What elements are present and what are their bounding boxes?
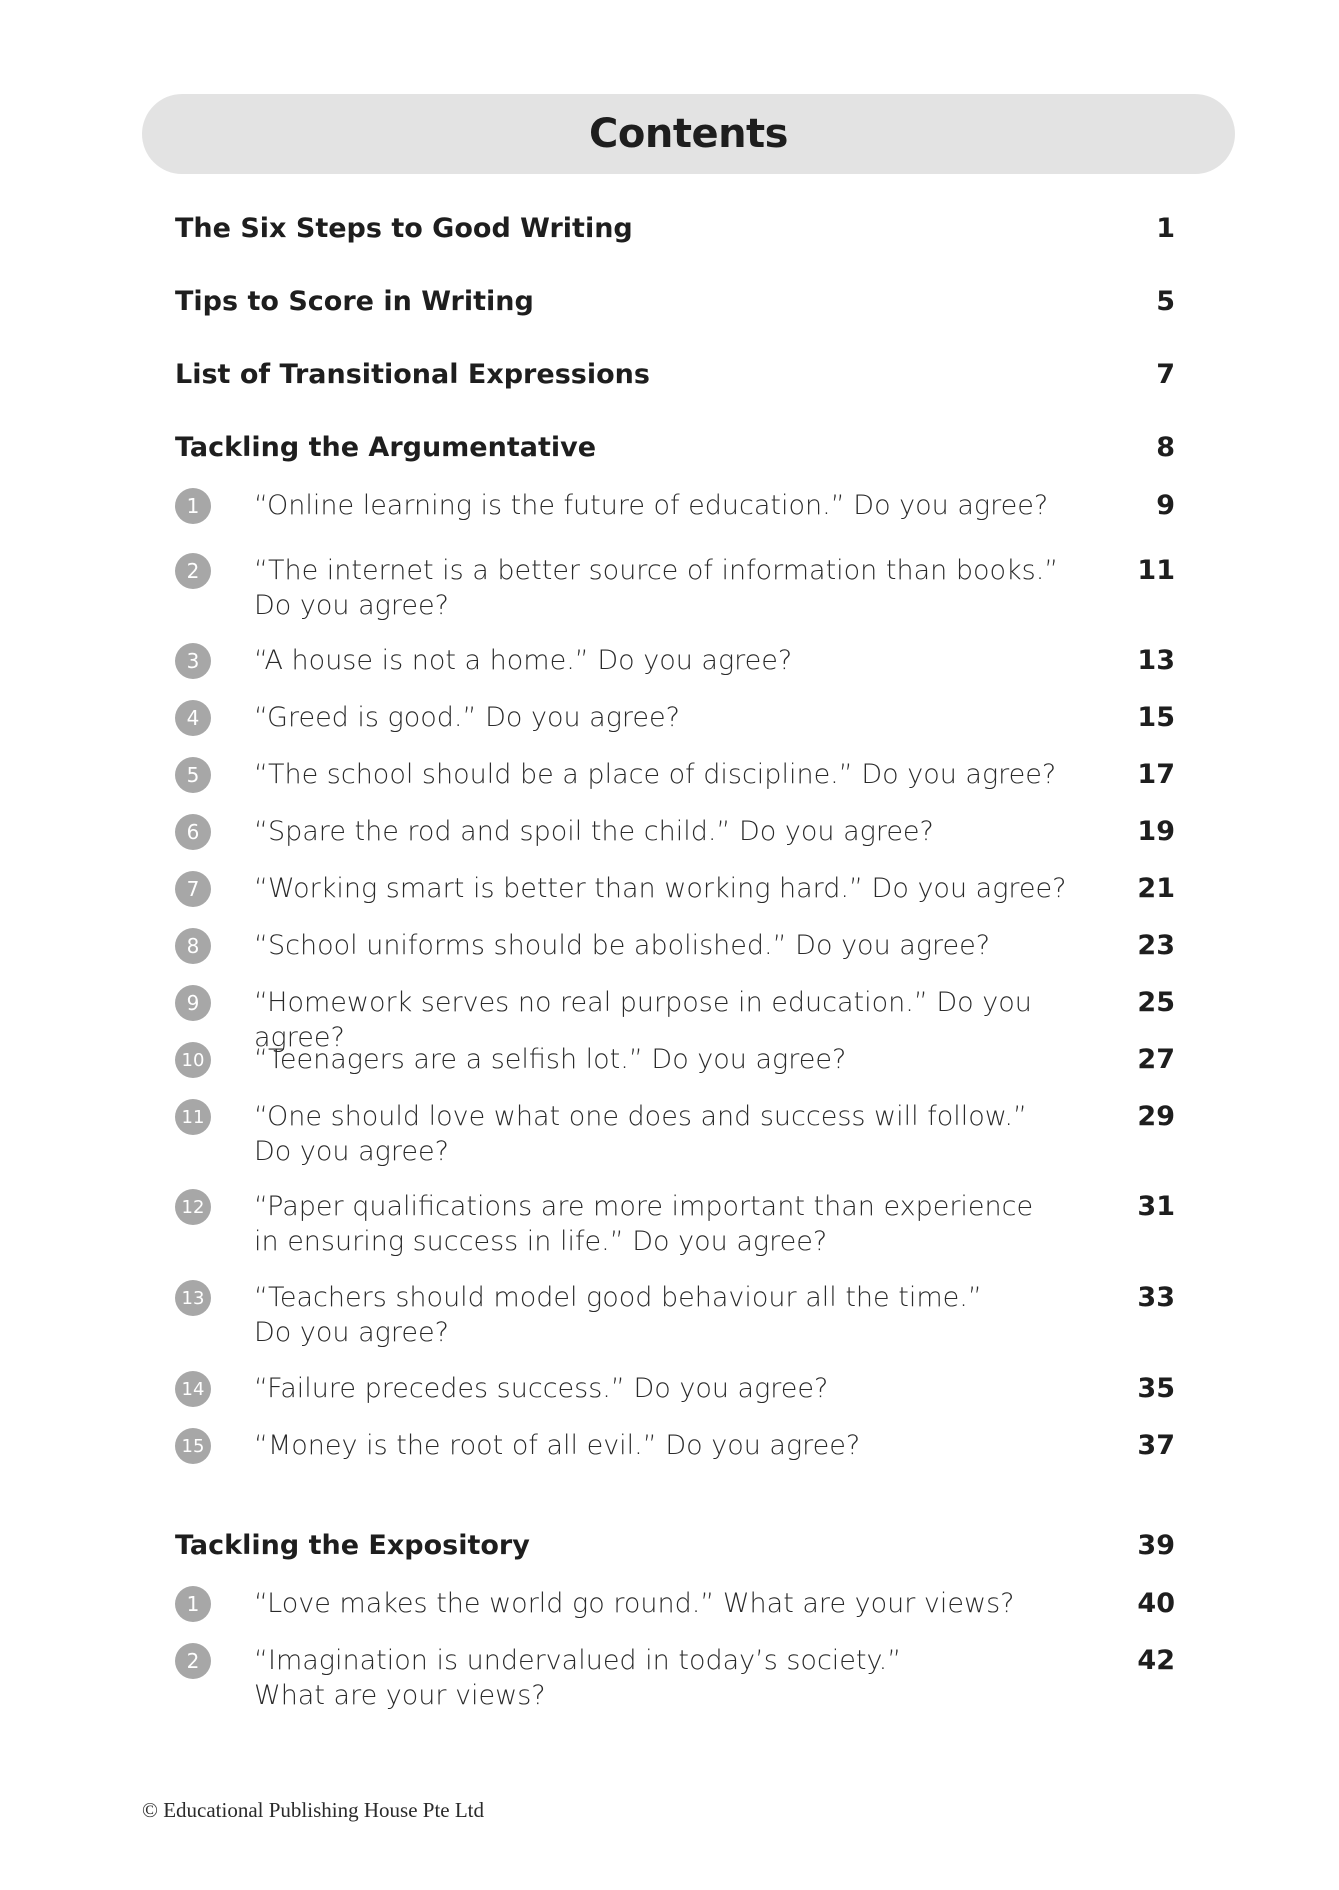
item-title: “Spare the rod and spoil the child.” Do you agree? xyxy=(254,816,934,847)
item-number-badge: 2 xyxy=(175,1643,211,1679)
item-title: “Money is the root of all evil.” Do you agree? xyxy=(254,1430,861,1461)
item-title-line-1: “One should love what one does and success will follow.” xyxy=(254,1101,1027,1132)
item-title-line-1: “Teachers should model good behaviour all the time.” xyxy=(254,1282,982,1313)
item-title-line-1: “Imagination is undervalued in today’s society.” xyxy=(254,1645,902,1676)
page-number: 39 xyxy=(1137,1530,1175,1561)
page-number: 9 xyxy=(1156,490,1175,521)
section-title: Tips to Score in Writing xyxy=(175,286,534,317)
page-number: 13 xyxy=(1137,645,1175,676)
item-title: “Love makes the world go round.” What are your views? xyxy=(254,1588,1015,1619)
page-number: 1 xyxy=(1156,213,1175,244)
item-title: “Online learning is the future of education.” Do you agree? xyxy=(254,490,1049,521)
page-number: 42 xyxy=(1137,1645,1175,1676)
page-number: 17 xyxy=(1137,759,1175,790)
section-title: List of Transitional Expressions xyxy=(175,359,650,390)
item-title-line-2: Do you agree? xyxy=(254,1317,449,1348)
page-number: 35 xyxy=(1137,1373,1175,1404)
item-title-line-2: Do you agree? xyxy=(254,590,449,621)
section-title: Tackling the Expository xyxy=(175,1530,530,1561)
item-number-badge: 8 xyxy=(175,928,211,964)
page-title: Contents xyxy=(589,111,788,157)
item-number-badge: 11 xyxy=(175,1099,211,1135)
section-title: The Six Steps to Good Writing xyxy=(175,213,633,244)
page-number: 33 xyxy=(1137,1282,1175,1313)
page-number: 40 xyxy=(1137,1588,1175,1619)
contents-banner xyxy=(142,94,1235,174)
item-number-badge: 2 xyxy=(175,553,211,589)
item-number-badge: 12 xyxy=(175,1189,211,1225)
item-title: “Greed is good.” Do you agree? xyxy=(254,702,680,733)
item-number-badge: 6 xyxy=(175,814,211,850)
item-number-badge: 7 xyxy=(175,871,211,907)
page-number: 11 xyxy=(1137,555,1175,586)
item-number-badge: 10 xyxy=(175,1042,211,1078)
item-number-badge: 1 xyxy=(175,1586,211,1622)
item-title: “Teenagers are a selfish lot.” Do you agree? xyxy=(254,1044,847,1075)
page-number: 29 xyxy=(1137,1101,1175,1132)
page-number: 23 xyxy=(1137,930,1175,961)
page-number: 19 xyxy=(1137,816,1175,847)
page-number: 21 xyxy=(1137,873,1175,904)
item-title: “The school should be a place of discipline.” Do you agree? xyxy=(254,759,1057,790)
item-title: “Homework serves no real purpose in education.” Do you agree? xyxy=(254,987,1032,1053)
page-number: 31 xyxy=(1137,1191,1175,1222)
item-title: “Working smart is better than working hard.” Do you agree? xyxy=(254,873,1067,904)
item-title-line-2: in ensuring success in life.” Do you agree? xyxy=(254,1226,828,1257)
item-number-badge: 9 xyxy=(175,985,211,1021)
page-number: 37 xyxy=(1137,1430,1175,1461)
item-number-badge: 5 xyxy=(175,757,211,793)
item-number-badge: 1 xyxy=(175,488,211,524)
page-number: 27 xyxy=(1137,1044,1175,1075)
page-number: 25 xyxy=(1137,987,1175,1018)
item-number-badge: 13 xyxy=(175,1280,211,1316)
item-number-badge: 14 xyxy=(175,1371,211,1407)
item-title: “Failure precedes success.” Do you agree? xyxy=(254,1373,829,1404)
copyright-footer: © Educational Publishing House Pte Ltd xyxy=(142,1798,485,1822)
item-number-badge: 15 xyxy=(175,1428,211,1464)
item-title-line-1: “Paper qualifications are more important than experience xyxy=(254,1191,1034,1222)
item-number-badge: 3 xyxy=(175,643,211,679)
item-title-line-2: Do you agree? xyxy=(254,1136,449,1167)
item-number-badge: 4 xyxy=(175,700,211,736)
item-title: “School uniforms should be abolished.” Do you agree? xyxy=(254,930,991,961)
page-number: 15 xyxy=(1137,702,1175,733)
page-number: 7 xyxy=(1156,359,1175,390)
section-title: Tackling the Argumentative xyxy=(175,432,597,463)
page-number: 8 xyxy=(1156,432,1175,463)
item-title-line-2: What are your views? xyxy=(254,1680,546,1711)
item-title: “A house is not a home.” Do you agree? xyxy=(254,645,793,676)
page-number: 5 xyxy=(1156,286,1175,317)
item-title-line-1: “The internet is a better source of information than books.” xyxy=(254,555,1059,586)
